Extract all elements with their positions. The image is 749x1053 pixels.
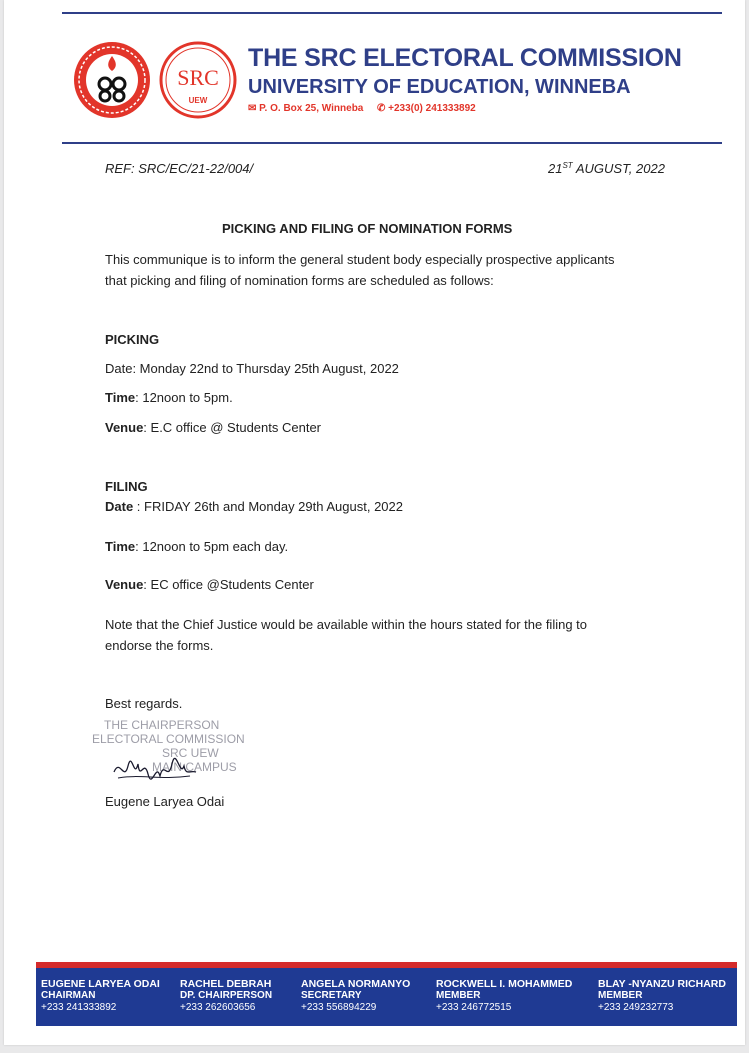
commission-title: THE SRC ELECTORAL COMMISSION (248, 44, 682, 72)
footer-member-4: ROCKWELL I. MOHAMMED MEMBER +233 246772515 (436, 978, 573, 1013)
stamp-line-4: MAIN CAMPUS (152, 760, 237, 774)
footer-member-2: RACHEL DEBRAH DP. CHAIRPERSON +233 262603656 (180, 978, 273, 1013)
uew-logo-text: UEW (188, 96, 208, 105)
mail-icon: ✉ (248, 103, 257, 114)
footer-member-5: BLAY -NYANZU RICHARD MEMBER +233 249232773 (598, 978, 726, 1013)
filing-date: Date : FRIDAY 26th and Monday 29th August, 2022 (105, 499, 403, 514)
intro-line-2: that picking and filing of nomination forms are scheduled as follows: (105, 273, 494, 288)
stamp-line-3: SRC UEW (162, 746, 219, 760)
footer-member-1: EUGENE LARYEA ODAI CHAIRMAN +233 241333892 (41, 978, 160, 1013)
closing-text: Best regards. (105, 696, 183, 711)
intro-line-1: This communique is to inform the general student body especially prospective applicants (105, 252, 615, 267)
footer-red-stripe (36, 962, 737, 968)
filing-time: Time: 12noon to 5pm each day. (105, 539, 289, 554)
phone-number: +233(0) 241333892 (388, 103, 476, 114)
university-name: UNIVERSITY OF EDUCATION, WINNEBA (248, 76, 631, 98)
note-line-1: Note that the Chief Justice would be available within the hours stated for the filing to (105, 617, 588, 632)
reference-number: REF: SRC/EC/21-22/004/ (105, 161, 254, 176)
stamp-line-1: THE CHAIRPERSON (104, 718, 220, 732)
picking-date: Date: Monday 22nd to Thursday 25th August, 2022 (105, 361, 399, 376)
footer-band (36, 962, 737, 1026)
picking-venue: Venue: E.C office @ Students Center (105, 420, 322, 435)
picking-heading: PICKING (105, 332, 160, 347)
letter-title: PICKING AND FILING OF NOMINATION FORMS (222, 221, 513, 236)
university-crest-logo (73, 41, 151, 119)
note-line-2: endorse the forms. (105, 638, 214, 653)
handwritten-signature (110, 752, 200, 788)
letter-date: 21ST AUGUST, 2022 (548, 161, 665, 176)
picking-time: Time: 12noon to 5pm. (105, 390, 233, 405)
stamp-line-2: ELECTORAL COMMISSION (92, 732, 245, 746)
signatory-name: Eugene Laryea Odai (105, 794, 225, 809)
filing-venue: Venue: EC office @Students Center (105, 577, 314, 592)
phone-icon: ✆ (376, 103, 386, 114)
header-top-rule (62, 12, 722, 14)
header-bottom-rule (62, 142, 722, 144)
src-logo-text: SRC (177, 65, 219, 90)
filing-heading: FILING (105, 479, 148, 494)
postal-address: P. O. Box 25, Winneba (259, 103, 364, 114)
footer-member-3: ANGELA NORMANYO SECRETARY +233 556894229 (301, 978, 411, 1013)
letter-page (4, 0, 745, 1045)
contact-line (248, 103, 476, 114)
src-uew-logo (159, 41, 237, 119)
